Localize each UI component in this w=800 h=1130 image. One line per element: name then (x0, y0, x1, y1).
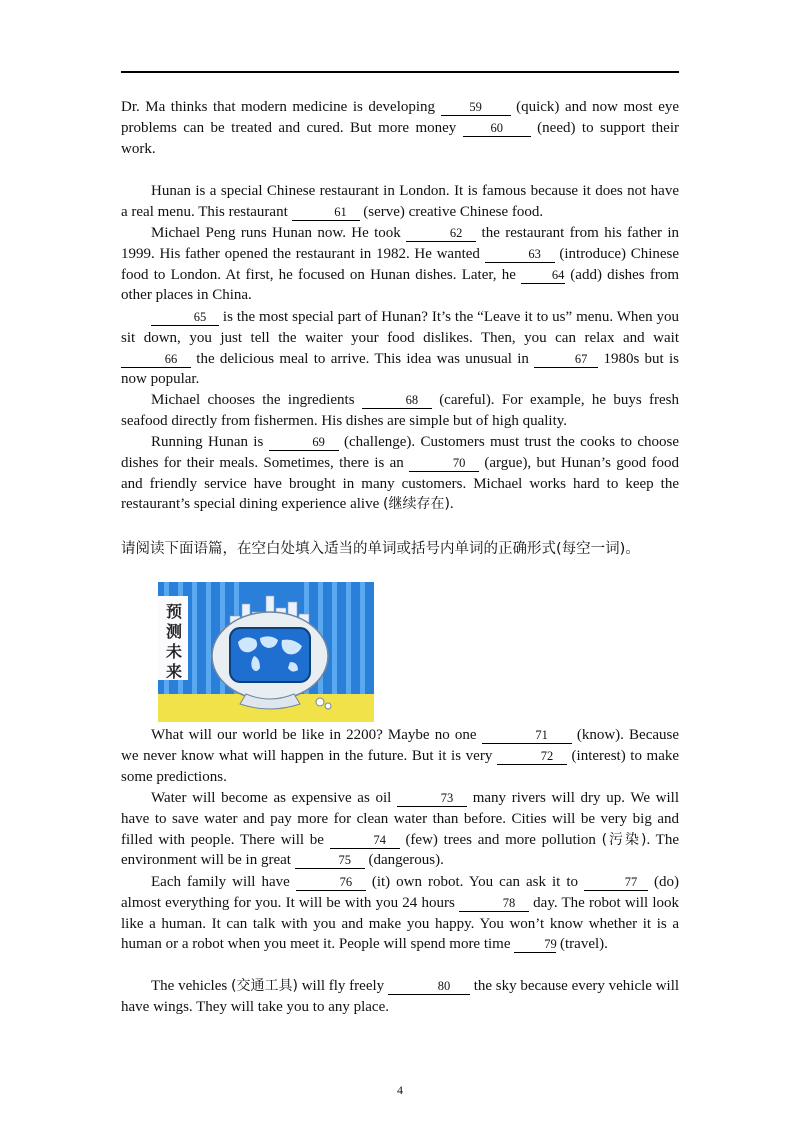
paragraph-medicine: Dr. Ma thinks that modern medicine is developing 59 (quick) and now most eye problems can be treated and cured. But more money 60 (need) to support their work. (121, 99, 680, 157)
blank-73[interactable]: 73 (397, 791, 467, 807)
blank-67[interactable]: 67 (534, 352, 598, 368)
paragraph-running-hunan: Running Hunan is 69 (challenge). Customers must trust the cooks to choose dishes for their meals. Sometimes, there is an 70 (argue), but Hunan’s good food and friendly service have brought in many customers. Michael works hard to keep the restaurant’s special dining experience alive (继续存在). (121, 434, 680, 513)
blank-68[interactable]: 68 (362, 393, 432, 409)
blank-65[interactable]: 65 (151, 310, 219, 326)
blank-74[interactable]: 74 (330, 833, 400, 849)
blank-69[interactable]: 69 (269, 435, 339, 451)
header-rule (121, 71, 679, 73)
paragraph-world-2200: What will our world be like in 2200? Maybe no one 71 (know). Because we never know what will happen in the future. But it is very 72 (interest) to make some predictions. (121, 727, 680, 785)
blank-61[interactable]: 61 (292, 205, 360, 221)
blank-64[interactable]: 64 (521, 268, 565, 284)
blank-63[interactable]: 63 (485, 247, 555, 263)
blank-79[interactable]: 79 (514, 937, 556, 953)
blank-75[interactable]: 75 (295, 853, 365, 869)
blank-71[interactable]: 71 (482, 728, 572, 744)
blank-76[interactable]: 76 (296, 875, 366, 891)
blank-60[interactable]: 60 (463, 121, 531, 137)
paragraph-robot: Each family will have 76 (it) own robot. You can ask it to 77 (do) almost everything for you. It will be with you 24 hours 78 day. The robot will look like a human. It can talk with you and make you happy. You won’t know whether it is a human or a robot when you meet it. People will spend more time 79 (travel). (121, 874, 680, 953)
blank-80[interactable]: 80 (388, 979, 470, 995)
blank-78[interactable]: 78 (459, 896, 529, 912)
blank-66[interactable]: 66 (121, 352, 191, 368)
paragraph-michael-peng: Michael Peng runs Hunan now. He took 62 the restaurant from his father in 1999. His father opened the restaurant in 1982. He wanted 63 (introduce) Chinese food to London. At first, he focused on Hunan dishes. Later, he 64 (add) dishes from other places in China. (121, 225, 680, 304)
page-number: 4 (397, 1083, 403, 1097)
blank-62[interactable]: 62 (406, 226, 476, 242)
paragraph-vehicles: The vehicles (交通工具) will fly freely 80 the sky because every vehicle will have wings. They will take you to any place. (121, 978, 680, 1015)
blank-70[interactable]: 70 (409, 456, 479, 472)
paragraph-menu: 65 is the most special part of Hunan? It’s the “Leave it to us” menu. When you sit down, you just tell the waiter your food dislikes. Then, you can relax and wait 66 the delicious meal to arrive. This idea was unusual in 67 1980s but is now popular. (121, 309, 680, 388)
figure-caption: 预 测 未 来 (165, 602, 182, 681)
blank-72[interactable]: 72 (497, 749, 567, 765)
blank-59[interactable]: 59 (441, 100, 511, 116)
paragraph-ingredients: Michael chooses the ingredients 68 (careful). For example, he buys fresh seafood directly from fishermen. His dishes are simple but of high quality. (121, 392, 679, 429)
blank-77[interactable]: 77 (584, 875, 648, 891)
instruction-text: 请阅读下面语篇，在空白处填入适当的单词或括号内单词的正确形式(每空一词)。 (121, 541, 640, 557)
paragraph-hunan-intro: Hunan is a special Chinese restaurant in London. It is famous because it does not have a real menu. This restaurant 61 (serve) creative Chinese food. (121, 183, 679, 220)
predict-future-illustration (158, 582, 374, 722)
paragraph-water: Water will become as expensive as oil 73 many rivers will dry up. We will have to save water and pay more for clean water than before. Cities will be very big and filled with people. There will be 74 (few) trees and more pollution (污染). The environment will be in great 75 (dangerous). (121, 790, 680, 869)
